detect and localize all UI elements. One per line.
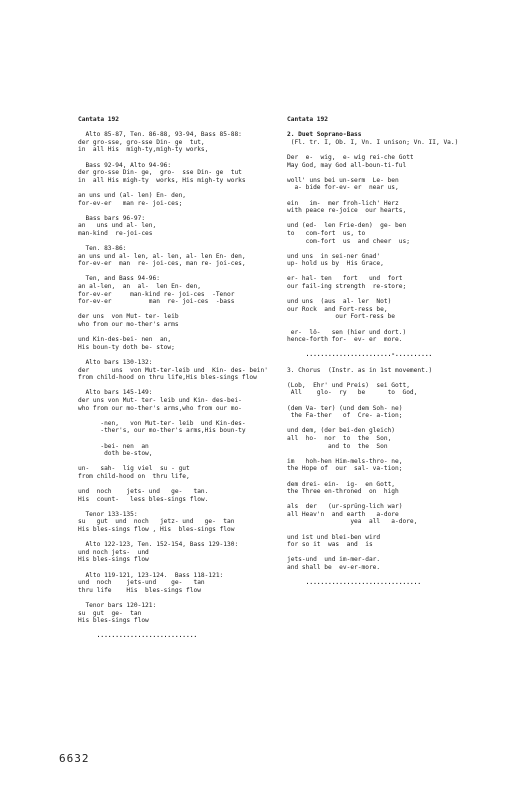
left-text-line: Alto 85-87, Ten. 86-88, 93-94, Bass 85-88: [78, 131, 242, 139]
left-text-line: who from our mo-ther's arms [78, 321, 179, 329]
right-text-line: und ist und blei-ben wird [287, 533, 381, 541]
right-text-line [287, 146, 487, 154]
right-text-line [287, 374, 487, 382]
right-text-line: und dem, (der bei-den gleich) [287, 427, 396, 435]
right-text-line: und (ed- len Frie-den) ge- ben [287, 222, 407, 230]
left-text-line: der uns von Mut- ter- leib [78, 313, 179, 321]
right-text-line: dem drei- ein- ig- en Gott, [287, 480, 396, 488]
left-text-line: for-ev-er man-kind re- joi-ces -Tenor [78, 290, 235, 298]
left-text-line [78, 481, 278, 489]
left-text-line: from child-hood on thru life,His bles-sings flow [78, 374, 257, 382]
left-text-line: Alto bars 130-132: [78, 359, 153, 366]
left-text-line [78, 268, 278, 276]
right-text-line [287, 169, 487, 177]
left-text-line: Alto 122-123, Ten. 152-154, Bass 129-130: [78, 541, 239, 549]
left-text-line: der uns von Mut- ter- leib und Kin- des-bei- [78, 396, 242, 404]
left-text-line: Alto bars 145-149: [78, 389, 153, 397]
right-text-line: with peace re-joice our hearts, [287, 207, 407, 215]
left-text-line: der gro-sse, gro-sse Din- ge tut, [78, 138, 205, 146]
right-text-line: als der (ur-sprüng-lich war) [287, 503, 403, 511]
left-text-line: in all His migh-ty,migh-ty works, [78, 146, 209, 154]
left-text-line [78, 458, 278, 466]
right-text-line: ............................... [287, 579, 422, 587]
left-text-line: Ten, and Bass 94-96: [78, 275, 160, 283]
left-text-line: for-ev-er man re- joi-ces; [78, 199, 183, 207]
left-text-line [78, 503, 278, 511]
right-text-line: the Hope of our sal- va-tion; [287, 465, 403, 473]
right-text-line: .......................-.......... [287, 351, 433, 359]
left-text-line: und noch jets-und ge- tan [78, 579, 205, 587]
page-number: 6632 [59, 752, 90, 765]
right-text-line: all Heav'n and earth a-dore [287, 510, 399, 518]
right-text-line: er- hal- ten fort und fort [287, 275, 403, 283]
right-text-line: a- bide for-ev- er near us, [287, 184, 399, 192]
left-text-line: und Kin-des-bei- nen an, [78, 336, 172, 344]
right-text-line [287, 473, 487, 481]
right-text-line: und uns (aus al- ler Not) [287, 298, 392, 306]
right-text-line [287, 549, 487, 557]
right-text-line [287, 321, 487, 329]
left-text-line: His boun-ty doth be- stow; [78, 343, 175, 351]
right-text-line [287, 572, 487, 580]
right-text-line: Cantata 192 [287, 116, 328, 123]
left-text-line [78, 184, 278, 192]
right-text-line: im hoh-hen Him-mels-thro- ne, [287, 457, 403, 465]
right-text-line: and shall be ev-er-more. [287, 564, 381, 572]
left-text-line: Ten. 83-86: [78, 245, 127, 253]
left-text-line [78, 435, 278, 443]
left-text-line: Tenor bars 120-121: [78, 602, 157, 609]
right-text-line: up- hold us by His Grace, [287, 260, 384, 268]
left-text-line: und noch jets- und ge- tan. [78, 488, 209, 496]
right-text-line: hence-forth for- ev- er more. [287, 336, 403, 344]
right-text-line [287, 526, 487, 534]
right-text-line [287, 268, 487, 276]
left-text-line: man-kind re-joi-ces [78, 229, 153, 237]
right-text-line [287, 192, 487, 200]
left-text-line: His bles-sings flow [78, 556, 149, 564]
right-text-line: our Rock and Fort-ress be, [287, 305, 388, 313]
right-text-line: woll' uns bei un-serm Le- ben [287, 176, 399, 184]
left-text-line: und noch jets- und [78, 548, 149, 556]
left-text-line: -bei- nen an [78, 442, 149, 450]
left-text-line [78, 207, 278, 215]
right-column [287, 116, 487, 587]
right-text-line: the Three en-throned on high [287, 488, 399, 496]
right-text-line [287, 215, 487, 223]
right-text-line: 3. Chorus (Instr. as in 1st movement.) [287, 366, 433, 374]
left-text-line [78, 351, 278, 359]
right-text-line [287, 245, 487, 253]
right-text-line: to com-fort us, to [287, 229, 366, 237]
left-text-line: His bles-sings flow [78, 617, 149, 625]
left-text-line: for-ev-er man re- joi-ces -bass [78, 298, 235, 306]
left-text-line [78, 594, 278, 602]
left-text-line: thru life His bles-sings flow [78, 586, 201, 594]
right-text-line: Der e- wig, e- wig rei-che Gott [287, 153, 414, 161]
left-text-line: His bles-sings flow , His bles-sings flow [78, 526, 235, 534]
left-text-line: Bass bars 96-97: [78, 214, 146, 222]
right-text-line [287, 397, 487, 405]
left-text-line [78, 534, 278, 542]
right-text-line: ein im- mer froh-lich' Herz [287, 199, 399, 207]
left-text-line: der gro-sse Din- ge, gro- sse Din- ge tut [78, 169, 242, 177]
right-text-line: our Fort-ress be [287, 313, 396, 321]
right-text-line [287, 124, 487, 132]
left-text-line [78, 412, 278, 420]
left-text-line: -ther's, our mo-ther's arms,His boun-ty [78, 427, 246, 435]
left-text-line [78, 382, 278, 390]
right-text-line: (Lob, Ehr' und Preis) sei Gott, [287, 381, 410, 389]
left-text-line [78, 306, 278, 314]
right-text-line [287, 450, 487, 458]
left-column [78, 116, 278, 640]
left-text-line: an uns und al- len, al- len, al- len En- den, [78, 252, 246, 260]
left-text-line: who from our mo-ther's arms,who from our mo- [78, 404, 242, 412]
right-text-line: er- lö- sen (hier und dort.) [287, 328, 407, 336]
left-text-line: an uns und (al- len) En- den, [78, 191, 187, 199]
right-text-line: com-fort us and cheer us; [287, 237, 410, 245]
right-text-line: jets-und und im-mer-dar. [287, 556, 381, 564]
left-text-line [78, 154, 278, 162]
left-text-line: from child-hood on thru life, [78, 472, 190, 480]
left-text-line: Alto 119-121, 123-124. Bass 118-121: [78, 571, 224, 579]
left-text-line: for-ev-er man re- joi-ces, man re- joi-ces, [78, 260, 246, 268]
right-text-line: (dem Va- ter) (und dem Soh- ne) [287, 404, 403, 412]
right-text-line [287, 420, 487, 428]
right-text-line [287, 359, 487, 367]
left-text-line: -nen, von Mut-ter- leib und Kin-des- [78, 419, 246, 427]
right-text-line: our fail-ing strength re-store; [287, 283, 407, 291]
left-text-line [78, 124, 278, 132]
right-text-line: yea all a-dore, [287, 518, 418, 526]
left-text-line [78, 329, 278, 337]
right-text-line: and to the Son [287, 442, 388, 450]
left-text-line [78, 564, 278, 572]
left-text-line: in all His migh-ty works, His migh-ty works [78, 176, 246, 184]
right-text-line: May God, may God all-boun-ti-ful [287, 161, 407, 169]
left-text-line [78, 625, 278, 633]
left-text-line: su gut und noch jetz- und ge- tan [78, 518, 235, 526]
right-text-line: for so it was and is [287, 541, 373, 549]
left-text-line: an al-len, an al- len En- den, [78, 283, 201, 291]
left-text-line [78, 238, 278, 246]
left-text-line: der uns von Mut-ter-leib und Kin- des- bein' [78, 366, 268, 374]
left-text-line: Tenor 133-135: [78, 510, 138, 518]
left-text-line: un- sah- lig viel su - gut [78, 465, 190, 473]
left-text-line: Bass 92-94, Alto 94-96: [78, 161, 172, 169]
right-text-line: the Fa-ther of Cre- a-tion; [287, 412, 403, 420]
right-text-line: 2. Duet Soprano-Bass [287, 131, 362, 139]
left-text-line: su gut ge- tan [78, 609, 142, 617]
right-text-line [287, 291, 487, 299]
right-text-line: und uns in sei-ner Gnad' [287, 252, 381, 260]
right-text-line: (Fl. tr. I, Ob. I, Vn. I unison; Vn. II, Va.) [287, 138, 459, 146]
right-text-line [287, 496, 487, 504]
left-text-line: doth be-stow, [78, 450, 153, 458]
left-text-line: His count- less bles-sings flow. [78, 495, 209, 503]
right-text-line: All glo- ry be to God, [287, 389, 418, 397]
left-text-line: an uns und al- len, [78, 222, 157, 230]
left-text-line: ........................... [78, 632, 198, 640]
right-text-line: all ho- nor to the Son, [287, 434, 392, 442]
left-text-line: Cantata 192 [78, 116, 119, 123]
right-text-line [287, 344, 487, 352]
